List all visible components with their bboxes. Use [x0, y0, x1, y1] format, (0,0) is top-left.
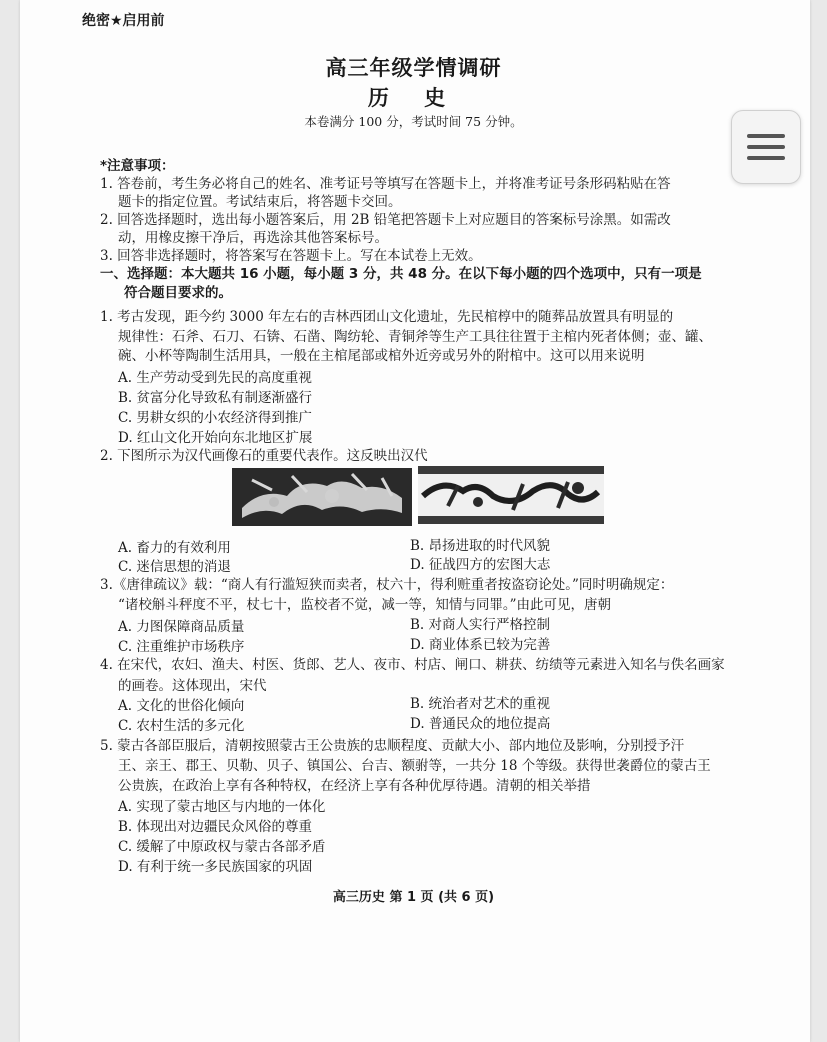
question-4-stem-line-2: 的画卷。这体现出，宋代: [118, 678, 267, 694]
question-1-option-c: C. 男耕女织的小农经济得到推广: [118, 410, 312, 426]
note-2-cont: 动，用橡皮擦干净后，再选涂其他答案标号。: [118, 230, 388, 246]
question-2-option-c: C. 迷信思想的消退: [118, 559, 231, 575]
menu-icon[interactable]: [731, 110, 801, 184]
exam-title: 高三年级学情调研: [325, 55, 502, 80]
question-2-option-d: D. 征战四方的宏图大志: [410, 557, 551, 573]
question-1-option-d: D. 红山文化开始向东北地区扩展: [118, 430, 313, 446]
question-3-option-b: B. 对商人实行严格控制: [410, 617, 551, 633]
exam-info: 本卷满分 100 分，考试时间 75 分钟。: [304, 114, 523, 129]
page-footer: 高三历史 第 1 页 (共 6 页): [332, 890, 495, 905]
question-2-option-b: B. 昂扬进取的时代风貌: [410, 538, 551, 554]
question-1-option-a: A. 生产劳动受到先民的高度重视: [118, 370, 312, 386]
section-heading-cont: 符合题目要求的。: [124, 285, 232, 301]
question-5-stem-line-3: 公贵族，在政治上享有各种特权，在经济上享有各种优厚待遇。清朝的相关举措: [118, 778, 591, 794]
question-3-option-a: A. 力图保障商品质量: [118, 619, 245, 635]
question-5-stem-line-2: 王、亲王、郡王、贝勒、贝子、镇国公、台吉、额驸等，一共分 18 个等级。获得世袭爵位的蒙古王: [118, 758, 711, 774]
stone-relief-image-2: [418, 466, 604, 524]
question-5-option-d: D. 有利于统一多民族国家的巩固: [118, 859, 313, 875]
question-1-stem-line-3: 碗、小杯等陶制生活用具，一般在主棺尾部或棺外近旁或另外的附棺中。这可以用来说明: [118, 348, 645, 364]
confidential-label: 绝密★启用前: [82, 13, 165, 29]
question-1-stem: 1. 考古发现，距今约 3000 年左右的吉林西团山文化遗址，先民棺椁中的随葬品放置具有明显的: [100, 309, 674, 325]
question-1-option-b: B. 贫富分化导致私有制逐渐盛行: [118, 390, 313, 406]
question-3-option-c: C. 注重维护市场秩序: [118, 639, 245, 655]
question-4-stem: 4. 在宋代，农妇、渔夫、村医、货郎、艺人、夜市、村店、闸口、耕获、纺绩等元素进入知名与佚名画家: [100, 657, 725, 673]
notes-heading: *注意事项：: [100, 158, 175, 174]
subject-title: 历 史: [367, 85, 460, 110]
note-1-cont: 题卡的指定位置。考试结束后，将答题卡交回。: [118, 194, 402, 210]
section-heading: 一、选择题：本大题共 16 小题，每小题 3 分，共 48 分。在以下每小题的四个选项中，只有一项是: [100, 266, 702, 282]
note-1: 1. 答卷前，考生务必将自己的姓名、准考证号等填写在答题卡上，并将准考证号条形码粘贴在答: [100, 176, 671, 192]
question-5-option-b: B. 体现出对边疆民众风俗的尊重: [118, 819, 313, 835]
question-2-option-a: A. 畜力的有效利用: [118, 540, 231, 556]
question-4-option-c: C. 农村生活的多元化: [118, 718, 245, 734]
question-1-stem-line-2: 规律性：石斧、石刀、石锛、石凿、陶纺轮、青铜斧等生产工具往往置于主棺内死者体侧；壶、罐、: [118, 329, 712, 345]
question-5-option-a: A. 实现了蒙古地区与内地的一体化: [118, 799, 326, 815]
question-3-option-d: D. 商业体系已较为完善: [410, 637, 551, 653]
stone-relief-image-1: [232, 468, 412, 526]
question-3-stem: 3.《唐律疏议》载：“商人有行滥短狭而卖者，杖六十，得利赃重者按盗窃论处。”同时明确规定：: [100, 577, 674, 593]
question-5-stem: 5. 蒙古各部臣服后，清朝按照蒙古王公贵族的忠顺程度、贡献大小、部内地位及影响，分别授予汗: [100, 738, 685, 754]
note-3: 3. 回答非选择题时，将答案写在答题卡上。写在本试卷上无效。: [100, 248, 482, 264]
question-4-option-a: A. 文化的世俗化倾向: [118, 698, 245, 714]
question-2-stem: 2. 下图所示为汉代画像石的重要代表作。这反映出汉代: [100, 448, 428, 464]
note-2: 2. 回答选择题时，选出每小题答案后，用 2B 铅笔把答题卡上对应题目的答案标号涂黑。如需改: [100, 212, 671, 228]
question-5-option-c: C. 缓解了中原政权与蒙古各部矛盾: [118, 839, 326, 855]
question-4-option-b: B. 统治者对艺术的重视: [410, 696, 551, 712]
question-4-option-d: D. 普通民众的地位提高: [410, 716, 551, 732]
question-3-stem-line-2: “诸校斛斗秤度不平，杖七十，监校者不觉，减一等，知情与同罪。”由此可见，唐朝: [118, 597, 612, 613]
